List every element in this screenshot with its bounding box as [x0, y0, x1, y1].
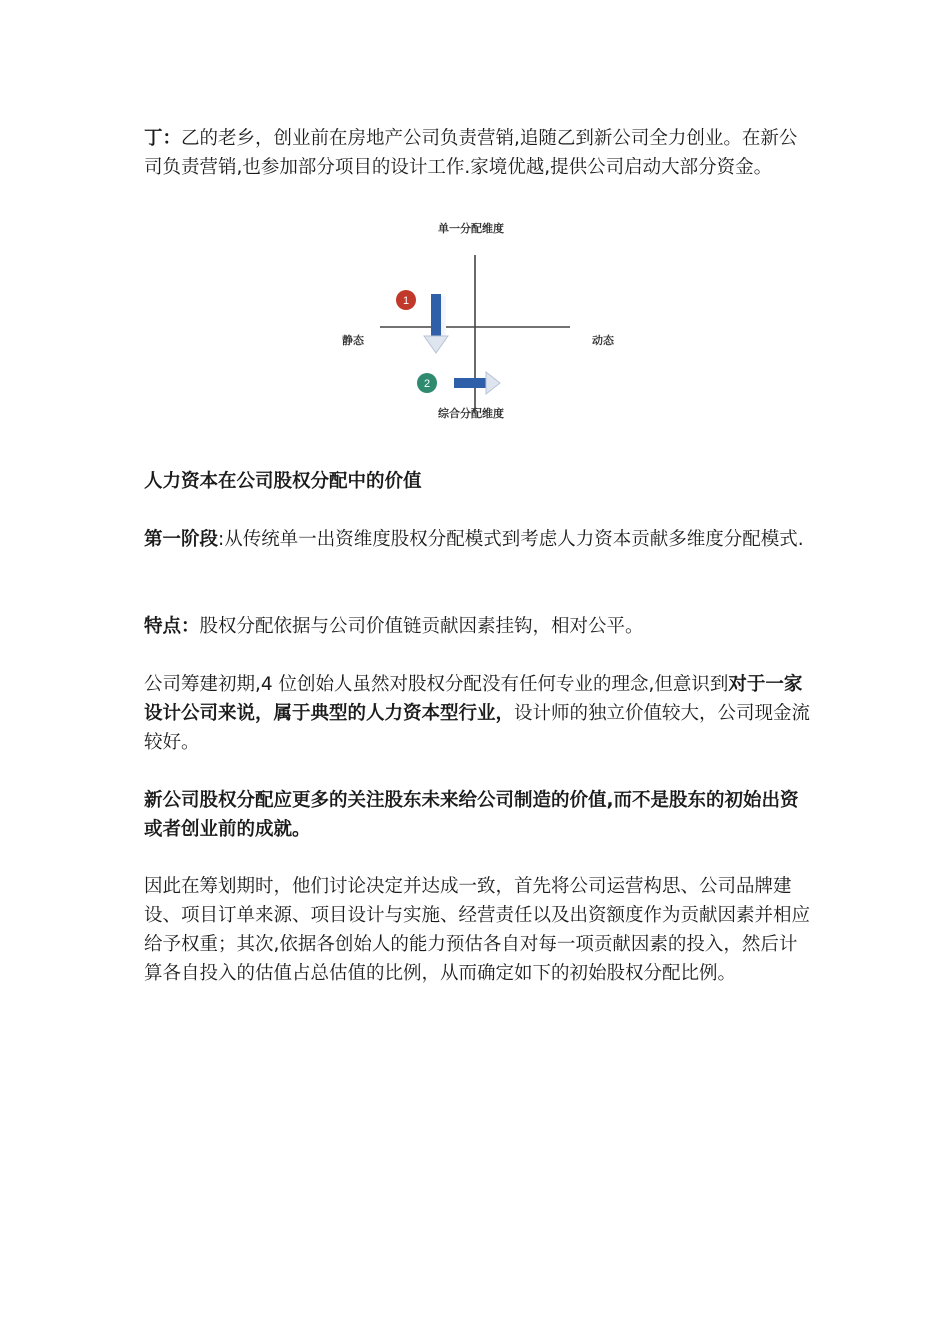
- paragraph-initial: [144, 670, 814, 757]
- paragraph-ding: [144, 124, 814, 182]
- initial-text-after: 设计师的独立价值较大，公司现金流较好。: [144, 703, 811, 753]
- section-title: 人力资本在公司股权分配中的价值: [144, 471, 422, 492]
- paragraph-feature: [144, 612, 814, 641]
- feature-text: 股权分配依据与公司价值链贡献因素挂钩，相对公平。: [199, 616, 644, 637]
- down-arrow-icon: [424, 294, 448, 353]
- bold-statement: 新公司股权分配应更多的关注股东未来给公司制造的价值,而不是股东的初始出资或者创业前的成就。: [144, 790, 799, 840]
- axis-label-left: 静态: [342, 334, 364, 347]
- stage1-text: :从传统单一出资维度股权分配模式到考虑人力资本贡献多维度分配模式.: [218, 529, 804, 550]
- paragraph-ding-label: 丁：: [144, 128, 182, 149]
- axis-label-bottom: 综合分配维度: [438, 407, 504, 420]
- initial-bold: 对于一家设计公司来说，属于典型的人力资本型行业，: [144, 674, 803, 724]
- marker-1-label: 1: [402, 295, 410, 307]
- axis-label-top: 单一分配维度: [438, 222, 504, 235]
- feature-label: 特点：: [144, 616, 200, 637]
- paragraph-final: 因此在筹划期时，他们讨论决定并达成一致，首先将公司运营构思、公司品牌建设、项目订单来源、项目设计与实施、经营责任以及出资额度作为贡献因素并相应给予权重；其次,依据各创始人的能力预估各自对每一项贡献因素的投入，然后计算各自投入的估值占总估值的比例，从而确定如下的初始股权分配比例。: [144, 876, 811, 984]
- paragraph-stage1: [144, 525, 814, 554]
- stage1-label: 第一阶段: [144, 529, 219, 550]
- axis-label-right: 动态: [592, 334, 614, 347]
- initial-text-before: 公司筹建初期,4 位创始人虽然对股权分配没有任何专业的理念,但意识到: [144, 674, 729, 695]
- equity-dimension-diagram: [330, 210, 630, 425]
- marker-2-label: 2: [423, 378, 431, 390]
- diagram-graphic: [330, 210, 630, 425]
- right-arrow-icon: [454, 372, 500, 394]
- paragraph-ding-text: 乙的老乡，创业前在房地产公司负责营销,追随乙到新公司全力创业。在新公司负责营销,也参加部分项目的设计工作.家境优越,提供公司启动大部分资金。: [144, 128, 798, 178]
